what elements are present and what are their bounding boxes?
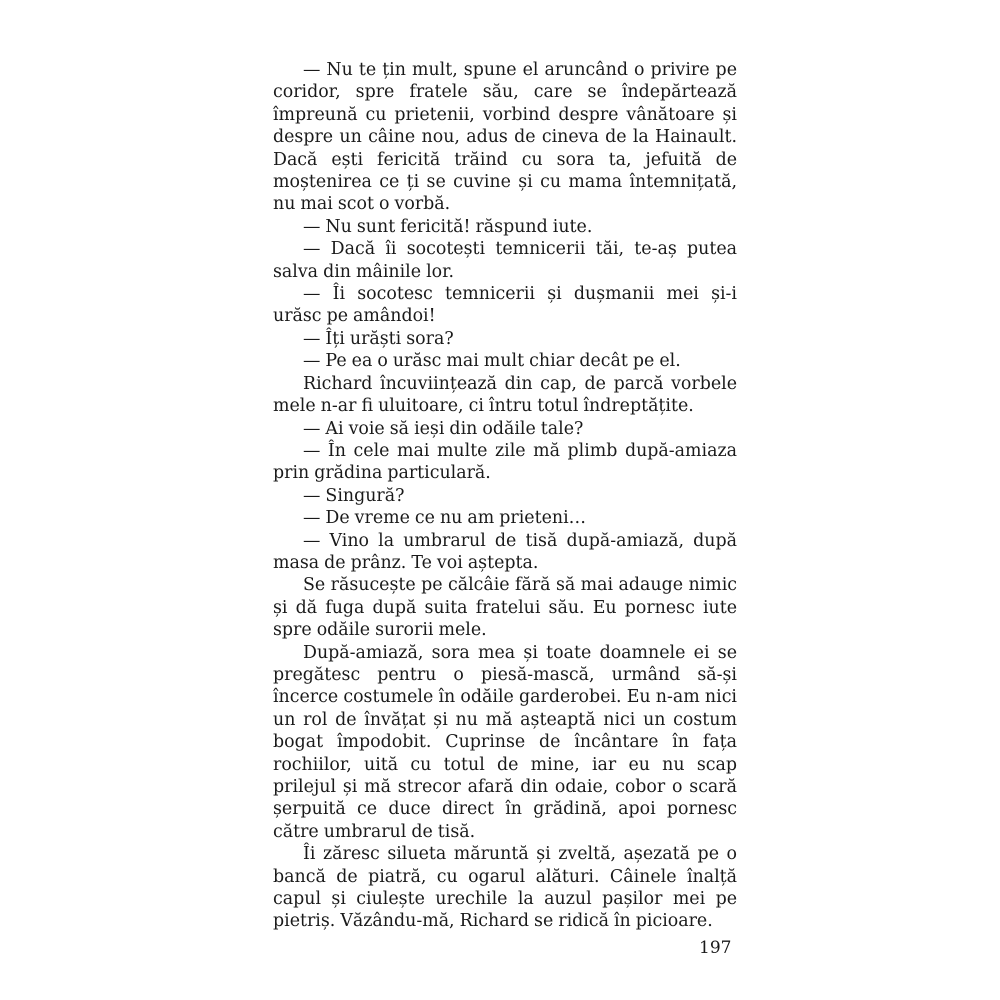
paragraph: — Ai voie să ieși din odăile tale? xyxy=(303,418,584,439)
paragraph: — Nu sunt fericită! răspund iute. xyxy=(303,216,593,237)
paragraph: — În cele mai multe zile mă plimb după-amiaza prin grădina particulară. xyxy=(273,440,737,484)
page-body-text xyxy=(273,59,737,933)
paragraph: — Singură? xyxy=(303,485,405,506)
paragraph: — Vino la umbrarul de tisă după-amiază, după masa de prânz. Te voi aștepta. xyxy=(273,530,737,573)
paragraph: — Dacă îi socotești temnicerii tăi, te-aș putea salva din mâinile lor. xyxy=(273,239,737,282)
paragraph: Richard încuviințează din cap, de parcă vorbele mele n-ar fi uluitoare, ci întru totul îndreptățite. xyxy=(273,373,737,417)
paragraph: — Pe ea o urăsc mai mult chiar decât pe el. xyxy=(303,351,681,372)
paragraph: — Îi socotesc temnicerii și dușmanii mei și-i urăsc pe amândoi! xyxy=(273,284,737,327)
paragraph: — De vreme ce nu am prieteni… xyxy=(303,508,587,529)
page-number: 197 xyxy=(699,938,732,958)
paragraph: Se răsucește pe călcâie fără să mai adauge nimic și dă fuga după suita fratelui său. Eu pornesc iute spre odăile surorii mele. xyxy=(273,575,737,641)
paragraph: — Nu te țin mult, spune el aruncând o privire pe coridor, spre fratele său, care se îndepărtează împreună cu prietenii, vorbind despre vânătoare și despre un câine nou, adus de cineva de la Hainault. Dacă ești fericită trăind cu sora ta, jefuită de moștenirea ce ți se cuvine și cu mama întemnițată, nu mai scot o vorbă. xyxy=(273,60,737,215)
paragraph: După-amiază, sora mea și toate doamnele ei se pregătesc pentru o piesă-mască, urmând să-și încerce costumele în odăile garderobei. Eu n-am nici un rol de învățat și nu mă așteaptă nici un costum bogat împodobit. Cuprinse de încântare în fața rochiilor, uită cu totul de mine, iar eu nu scap prilejul și mă strecor afară din odaie, cobor o scară șerpuită ce duce direct în grădină, apoi pornesc către umbrarul de tisă. xyxy=(273,642,737,842)
paragraph: — Îți urăști sora? xyxy=(303,328,454,349)
paragraph: Îi zăresc silueta măruntă și zveltă, așezată pe o bancă de piatră, cu ogarul alături. Câinele înalță capul și ciulește urechile la auzul pașilor mei pe pietriș. Văzându-mă, Richard se ridică în picioare. xyxy=(273,844,737,932)
